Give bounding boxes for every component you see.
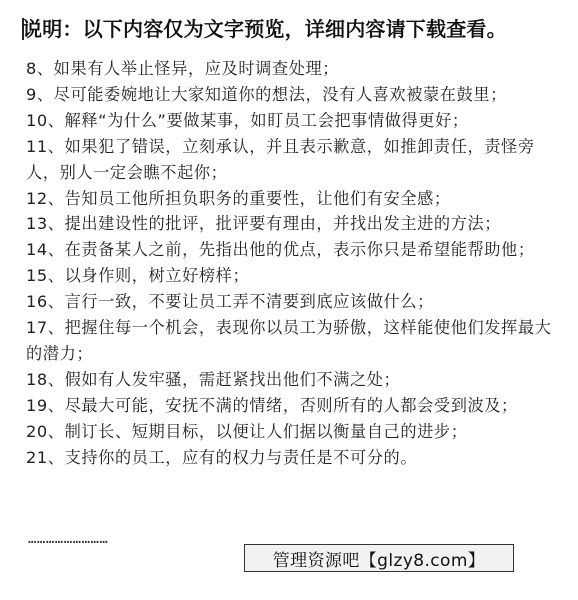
tips-list (26, 56, 556, 471)
list-item: 16、言行一致，不要让员工弄不清要到底应该做什么； (26, 292, 434, 312)
list-item: 21、支持你的员工，应有的权力与责任是不可分的。 (26, 447, 418, 467)
list-item: 14、在责备某人之前，先指出他的优点，表示你只是希望能帮助他； (26, 240, 535, 260)
list-item: 13、提出建设性的批评，批评要有理由，并找出发主进的方法； (26, 214, 502, 234)
preview-notice: 说明：以下内容仅为文字预览，详细内容请下载查看。 (22, 17, 507, 41)
list-item: 17、把握住每一个机会，表现你以员工为骄傲，这样能使他们发挥最大的潜力； (26, 318, 552, 363)
list-item: 19、尽最大可能，安抚不满的情绪，否则所有的人都会受到波及； (26, 395, 518, 415)
list-item: 12、告知员工他所担负职务的重要性，让他们有安全感； (26, 188, 451, 208)
source-watermark-badge: 管理资源吧【glzy8.com】 (244, 544, 514, 572)
list-item: 20、制订长、短期目标，以便让人们据以衡量自己的进步； (26, 421, 468, 441)
list-item: 18、假如有人发牢骚，需赶紧找出他们不满之处； (26, 369, 401, 389)
list-item: 11、如果犯了错误，立刻承认，并且表示歉意，如推卸责任，责怪旁人，别人一定会瞧不起你； (26, 136, 535, 182)
list-item: 10、解释“为什么”要做某事，如盯员工会把事情做得更好； (26, 110, 469, 130)
list-item: 9、尽可能委婉地让大家知道你的想法，没有人喜欢被蒙在鼓里； (26, 84, 507, 104)
continuation-ellipsis: ……………………… (28, 531, 109, 547)
list-item: 15、以身作则，树立好榜样； (26, 266, 250, 286)
list-item: 8、如果有人举止怪异，应及时调查处理； (26, 59, 340, 78)
